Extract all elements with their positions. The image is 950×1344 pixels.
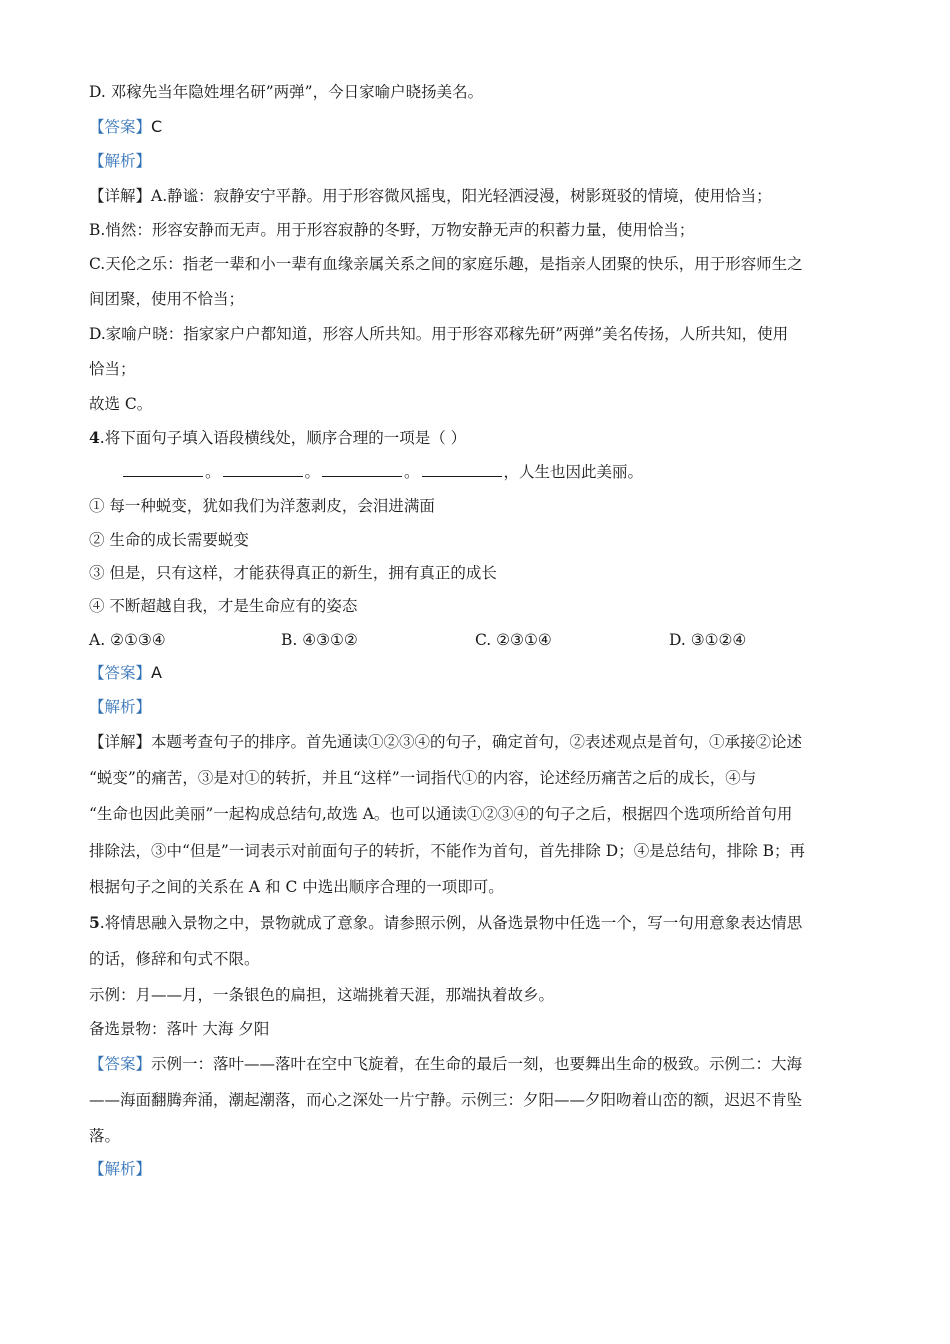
q5-answer-1 (89, 1054, 869, 1074)
blank-separator: 。 (205, 463, 221, 481)
q3-detail-c1: C.天伦之乐：指老一辈和小一辈有血缘亲属关系之间的家庭乐趣，是指亲人团聚的快乐，用于形容师生之 (89, 255, 803, 273)
answer-value: C (151, 117, 163, 136)
q4-detail-4: 排除法，③中“但是”一词表示对前面句子的转折，不能作为首句，首先排除 D；④是总结句，排除 B；再 (89, 842, 806, 860)
q3-detail-a (89, 186, 869, 206)
q4-sentence-2: ② 生命的成长需要蜕变 (89, 531, 249, 549)
detail-label: 【详解】 (89, 187, 152, 205)
blank-3 (322, 462, 402, 477)
detail-label: 【详解】 (89, 733, 152, 751)
detail-text: 本题考查句子的排序。首先通读①②③④的句子，确定首句，②表述观点是首句，①承接②论述 (151, 733, 803, 751)
q3-analysis-label: 【解析】 (89, 152, 152, 170)
q4-sentence-3: ③ 但是，只有这样，才能获得真正的新生，拥有真正的成长 (89, 564, 497, 582)
blank-1 (123, 462, 203, 477)
q5-analysis-label: 【解析】 (89, 1160, 152, 1178)
blank-separator: 。 (404, 463, 420, 481)
option-b: B. ④③①② (281, 631, 358, 649)
q4-detail-5: 根据句子之间的关系在 A 和 C 中选出顺序合理的一项即可。 (89, 878, 504, 896)
question-number: 5 (89, 913, 100, 932)
answer-label: 【答案】 (89, 1055, 152, 1073)
question-text: .将下面句子填入语段横线处，顺序合理的一项是（ ） (99, 429, 467, 447)
q5-stem-2: 的话，修辞和句式不限。 (89, 950, 260, 968)
q5-answer-2: ——海面翻腾奔涌，潮起潮落，而心之深处一片宁静。示例三：夕阳——夕阳吻着山峦的额，迟迟不肯坠 (89, 1091, 803, 1109)
q3-conclusion: 故选 C。 (89, 395, 153, 413)
q4-sentence-1: ① 每一种蜕变，犹如我们为洋葱剥皮，会泪进满面 (89, 497, 435, 515)
passage-tail: ，人生也因此美丽。 (503, 463, 644, 481)
q5-example: 示例：月——月，一条银色的扁担，这端挑着天涯，那端执着故乡。 (89, 986, 555, 1004)
blank-separator: 。 (304, 463, 321, 481)
blank-4 (422, 462, 502, 477)
q4-detail-3: “生命也因此美丽”一起构成总结句,故选 A。也可以通读①②③④的句子之后，根据四个选项所给首句用 (89, 805, 793, 823)
option-a: A. ②①③④ (89, 631, 166, 649)
q5-candidates: 备选景物：落叶 大海 夕阳 (89, 1020, 270, 1038)
q4-answer (89, 663, 869, 683)
blank-2 (223, 462, 303, 477)
answer-value: A (151, 663, 162, 682)
q4-blank-passage (121, 462, 901, 482)
q4-sentence-4: ④ 不断超越自我，才是生命应有的姿态 (89, 597, 358, 615)
option-c: C. ②③①④ (475, 631, 552, 649)
q3-detail-d1: D.家喻户晓：指家家户户都知道，形容人所共知。用于形容邓稼先研”两弹”美名传扬，人所共知，使用 (89, 325, 789, 343)
q5-stem-1 (89, 913, 869, 933)
answer-text: 示例一：落叶——落叶在空中飞旋着，在生命的最后一刻，也要舞出生命的极致。示例二：大海 (151, 1055, 803, 1073)
detail-text: A.静谧：寂静安宁平静。用于形容微风摇曳，阳光轻洒浸漫，树影斑驳的情境，使用恰当； (151, 187, 772, 205)
q3-option-d: D. 邓稼先当年隐姓埋名研”两弹”，今日家喻户晓扬美名。 (89, 83, 484, 101)
option-d: D. ③①②④ (669, 631, 747, 649)
q4-analysis-label: 【解析】 (89, 698, 152, 716)
q3-detail-c2: 间团聚，使用不恰当； (89, 290, 245, 308)
answer-label: 【答案】 (89, 118, 152, 136)
q3-detail-d2: 恰当； (89, 360, 136, 378)
question-text: .将情思融入景物之中，景物就成了意象。请参照示例，从备选景物中任选一个，写一句用意象表达情思 (99, 914, 803, 932)
q4-detail-2: “蜕变”的痛苦，③是对①的转折，并且“这样”一词指代①的内容，论述经历痛苦之后的成长，④与 (89, 769, 757, 787)
q4-stem (89, 428, 869, 448)
answer-label: 【答案】 (89, 664, 152, 682)
question-number: 4 (89, 428, 100, 447)
q4-detail-1 (89, 732, 869, 752)
q5-answer-3: 落。 (89, 1127, 121, 1145)
q3-detail-b: B.悄然：形容安静而无声。用于形容寂静的冬野，万物安静无声的积蓄力量，使用恰当； (89, 221, 695, 239)
q3-answer (89, 117, 869, 137)
